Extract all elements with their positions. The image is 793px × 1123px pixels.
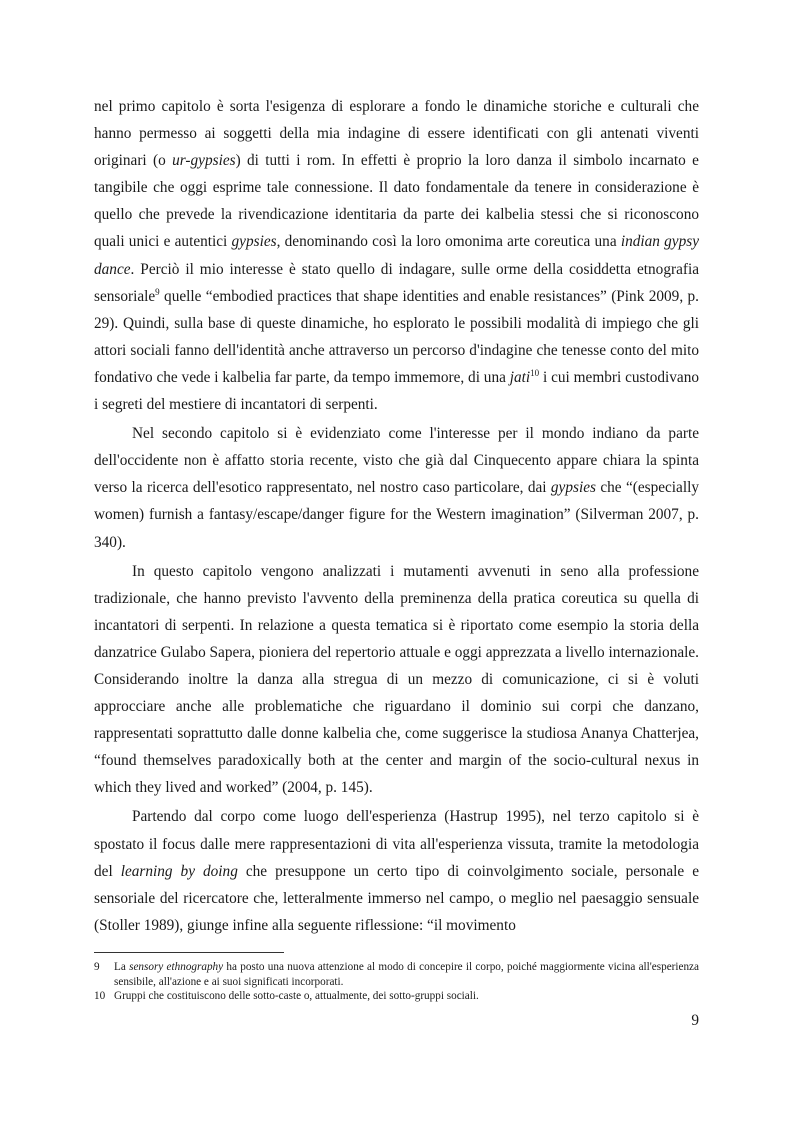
footnote-9 (94, 960, 699, 989)
paragraph-2 (94, 420, 699, 555)
text-run: i cui membri custodivano i segreti del mestiere di incantatori di serpenti. (94, 368, 699, 414)
text-run: ) di tutti i rom. In effetti è proprio la loro danza il simbolo incarnato e tangibile che oggi esprime tale connessione. Il dato fondamentale da tenere in considerazione è quello che prevede la rivendicazione identitaria da parte dei kalbelia stessi che si riconoscono quali unici e autentici (94, 152, 699, 251)
text-run: Gruppi che costituiscono delle sotto-caste o, attualmente, dei sotto-gruppi sociali. (114, 990, 479, 1003)
text-run: La (114, 961, 130, 973)
text-run: che “(especially women) furnish a fantasy/escape/danger figure for the Western imagination” (Silverman 2007, p. 340). (94, 479, 699, 551)
footnote-text (114, 989, 699, 1004)
italic-run: learning by doing (120, 862, 238, 880)
page-number: 9 (691, 1012, 699, 1029)
italic-run: sensory ethnography (129, 961, 224, 973)
italic-run: ur-gypsies (172, 152, 236, 170)
text-run: quelle “embodied practices that shape identities and enable resistances” (Pink 2009, p. 29). Quindi, sulla base di queste dinamiche, ho esplorato le possibili modalità di impiego che gli attori sociali fanno dell'identità anche attraverso un percorso d'indagine che tenesse conto del mito fondativo che vede i kalbelia far parte, da tempo immemore, di una (94, 287, 699, 386)
body-text (94, 93, 699, 939)
text-run: . Perciò il mio interesse è stato quello di indagare, sulle orme della cosiddetta etnografia sensoriale (94, 260, 699, 305)
footnote-number: 9 (94, 961, 100, 973)
italic-run: jati (509, 368, 531, 386)
italic-run: indian gypsy dance (94, 233, 699, 278)
paragraph-1 (94, 93, 699, 418)
paragraph-4 (94, 803, 699, 938)
footnote-text (114, 960, 699, 989)
footnote-number: 10 (94, 990, 106, 1003)
footnote-ref: 9 (155, 286, 160, 297)
text-run: che presuppone un certo tipo di coinvolgimento sociale, personale e sensoriale del ricercatore che, letteralmente immerso nel campo, o meglio nel paesaggio sensuale (Stoller 1989), giunge infine alla seguente riflessione: “il movimento (94, 862, 699, 934)
footnote-10 (94, 989, 699, 1004)
text-run: , denominando così la loro omonima arte coreutica una (276, 233, 621, 251)
italic-run: gypsies (231, 233, 277, 251)
italic-run: gypsies (550, 479, 596, 497)
text-run: ha posto una nuova attenzione al modo di concepire il corpo, poiché maggiormente vicina all'esperienza sensibile, all'azione e ai suoi significati incorporati. (114, 961, 699, 988)
text-run: Nel secondo capitolo si è evidenziato come l'interesse per il mondo indiano da parte dell'occidente non è affatto storia recente, visto che già dal Cinquecento appare chiara la spinta verso la ricerca dell'esotico rappresentato, nel nostro caso particolare, dai (94, 425, 699, 497)
text-run: In questo capitolo vengono analizzati i mutamenti avvenuti in seno alla professione tradizionale, che hanno previsto l'avvento della preminenza della pratica coreutica su quella di incantatori di serpenti. In relazione a questa tematica si è riportato come esempio la storia della danzatrice Gulabo Sapera, pioniera del repertorio attuale e oggi apprezzata a livello internazionale. Considerando inoltre la danza alla stregua di un mezzo di comunicazione, ci si è voluti approcciare anche alle problematiche che riguardano il dominio sui corpi che danzano, rappresentati soprattutto dalle donne kalbelia che, come suggerisce la studiosa Ananya Chatterjea, “found themselves paradoxically both at the center and margin of the socio-cultural nexus in which they lived and worked” (2004, p. 145). (94, 562, 699, 797)
footnote-separator (94, 952, 284, 953)
footnote-ref: 10 (530, 367, 540, 378)
text-run: nel primo capitolo è sorta l'esigenza di esplorare a fondo le dinamiche storiche e culturali che hanno permesso ai soggetti della mia indagine di essere identificati con gli antenati viventi originari (o (94, 98, 699, 170)
footnotes (94, 960, 699, 1004)
paragraph-3 (94, 558, 699, 802)
text-run: Partendo dal corpo come luogo dell'esperienza (Hastrup 1995), nel terzo capitolo si è spostato il focus dalle mere rappresentazioni di vita all'esperienza vissuta, tramite la metodologia del (94, 808, 699, 880)
